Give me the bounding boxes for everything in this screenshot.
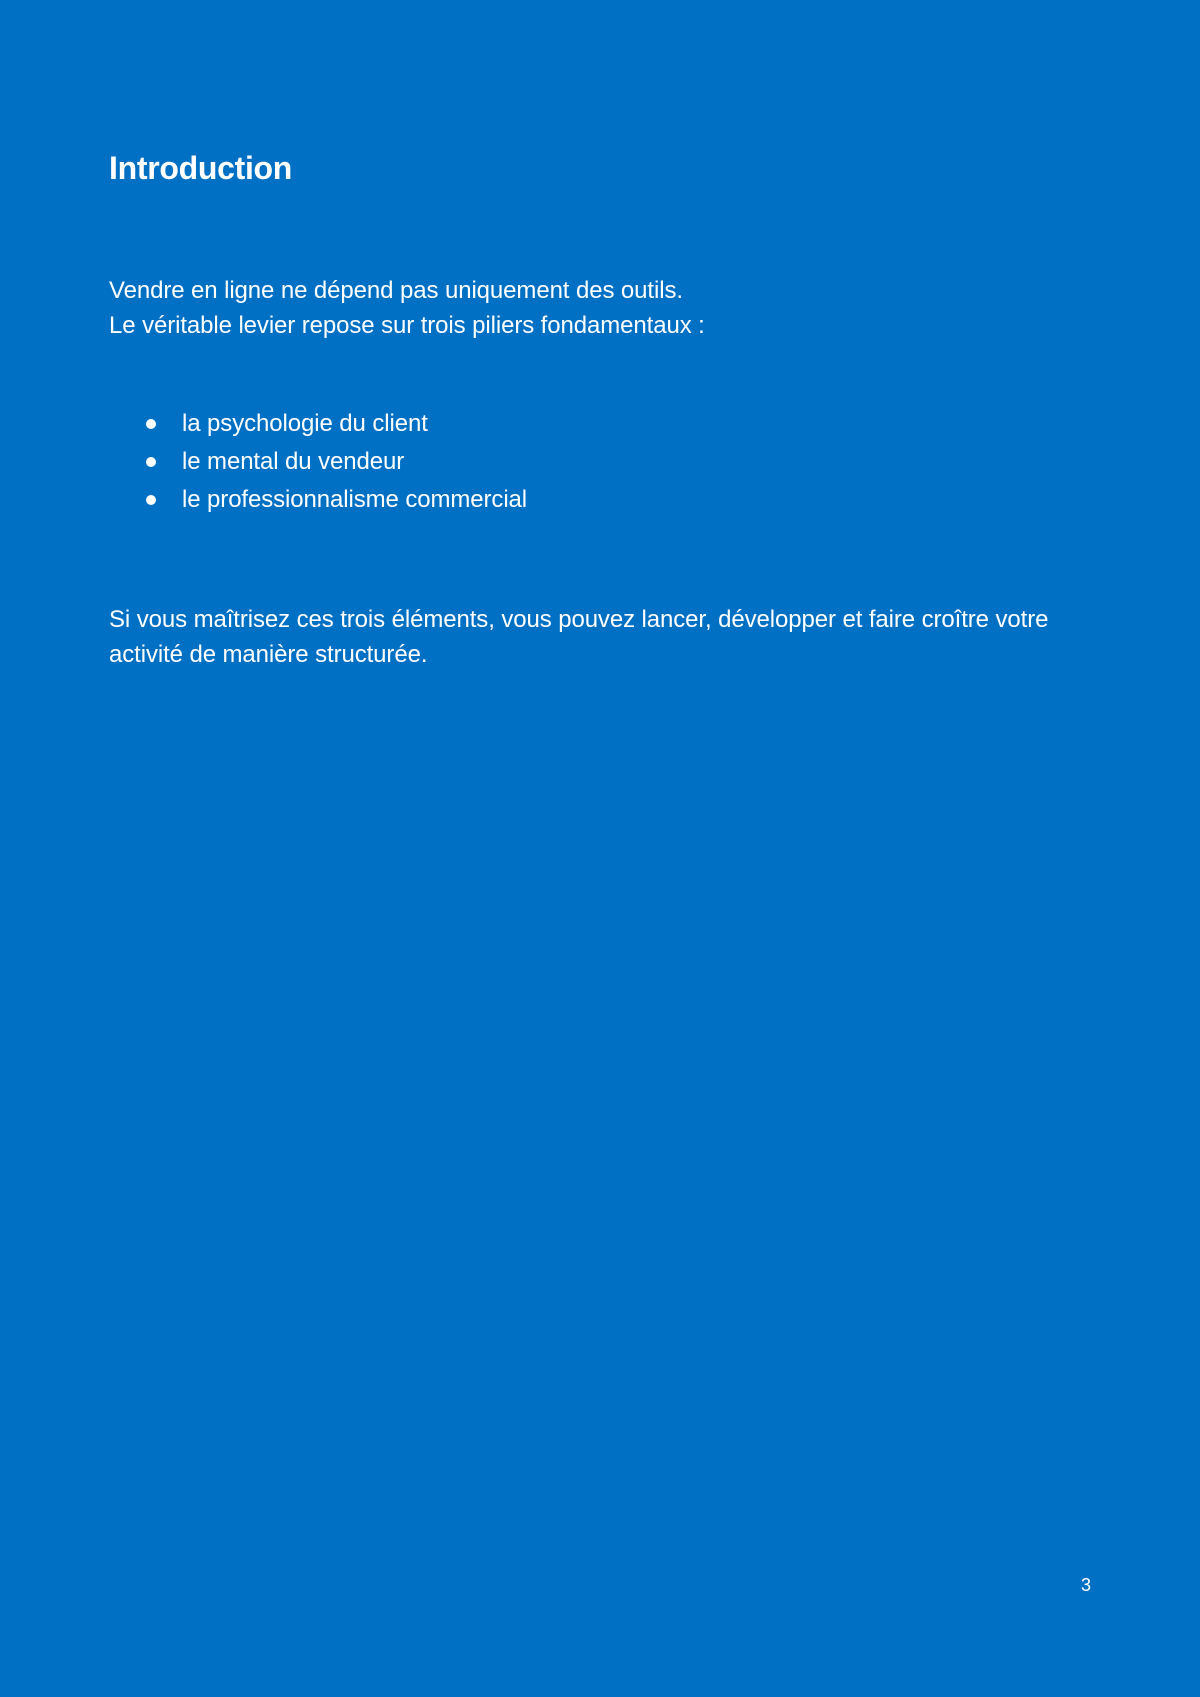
- list-item: [109, 405, 527, 443]
- pillar-label-3: le professionnalisme commercial: [182, 486, 528, 513]
- closing-paragraph: Si vous maîtrisez ces trois éléments, vous pouvez lancer, développer et faire croître votre activité de manière structurée.: [109, 606, 1049, 668]
- pillar-label-1: la psychologie du client: [182, 410, 428, 437]
- pillars-list: [109, 405, 527, 519]
- pillar-label-2: le mental du vendeur: [182, 448, 405, 475]
- page-title: Introduction: [109, 150, 293, 186]
- list-item: [109, 481, 527, 519]
- bullet-icon: [146, 495, 156, 505]
- list-item: [109, 443, 527, 481]
- intro-paragraph: [109, 273, 1109, 343]
- intro-line-1: Vendre en ligne ne dépend pas uniquement des outils.: [109, 277, 683, 304]
- intro-line-2: Le véritable levier repose sur trois piliers fondamentaux :: [109, 312, 705, 339]
- bullet-icon: [146, 419, 156, 429]
- page-number: 3: [1080, 1575, 1091, 1595]
- bullet-icon: [146, 457, 156, 467]
